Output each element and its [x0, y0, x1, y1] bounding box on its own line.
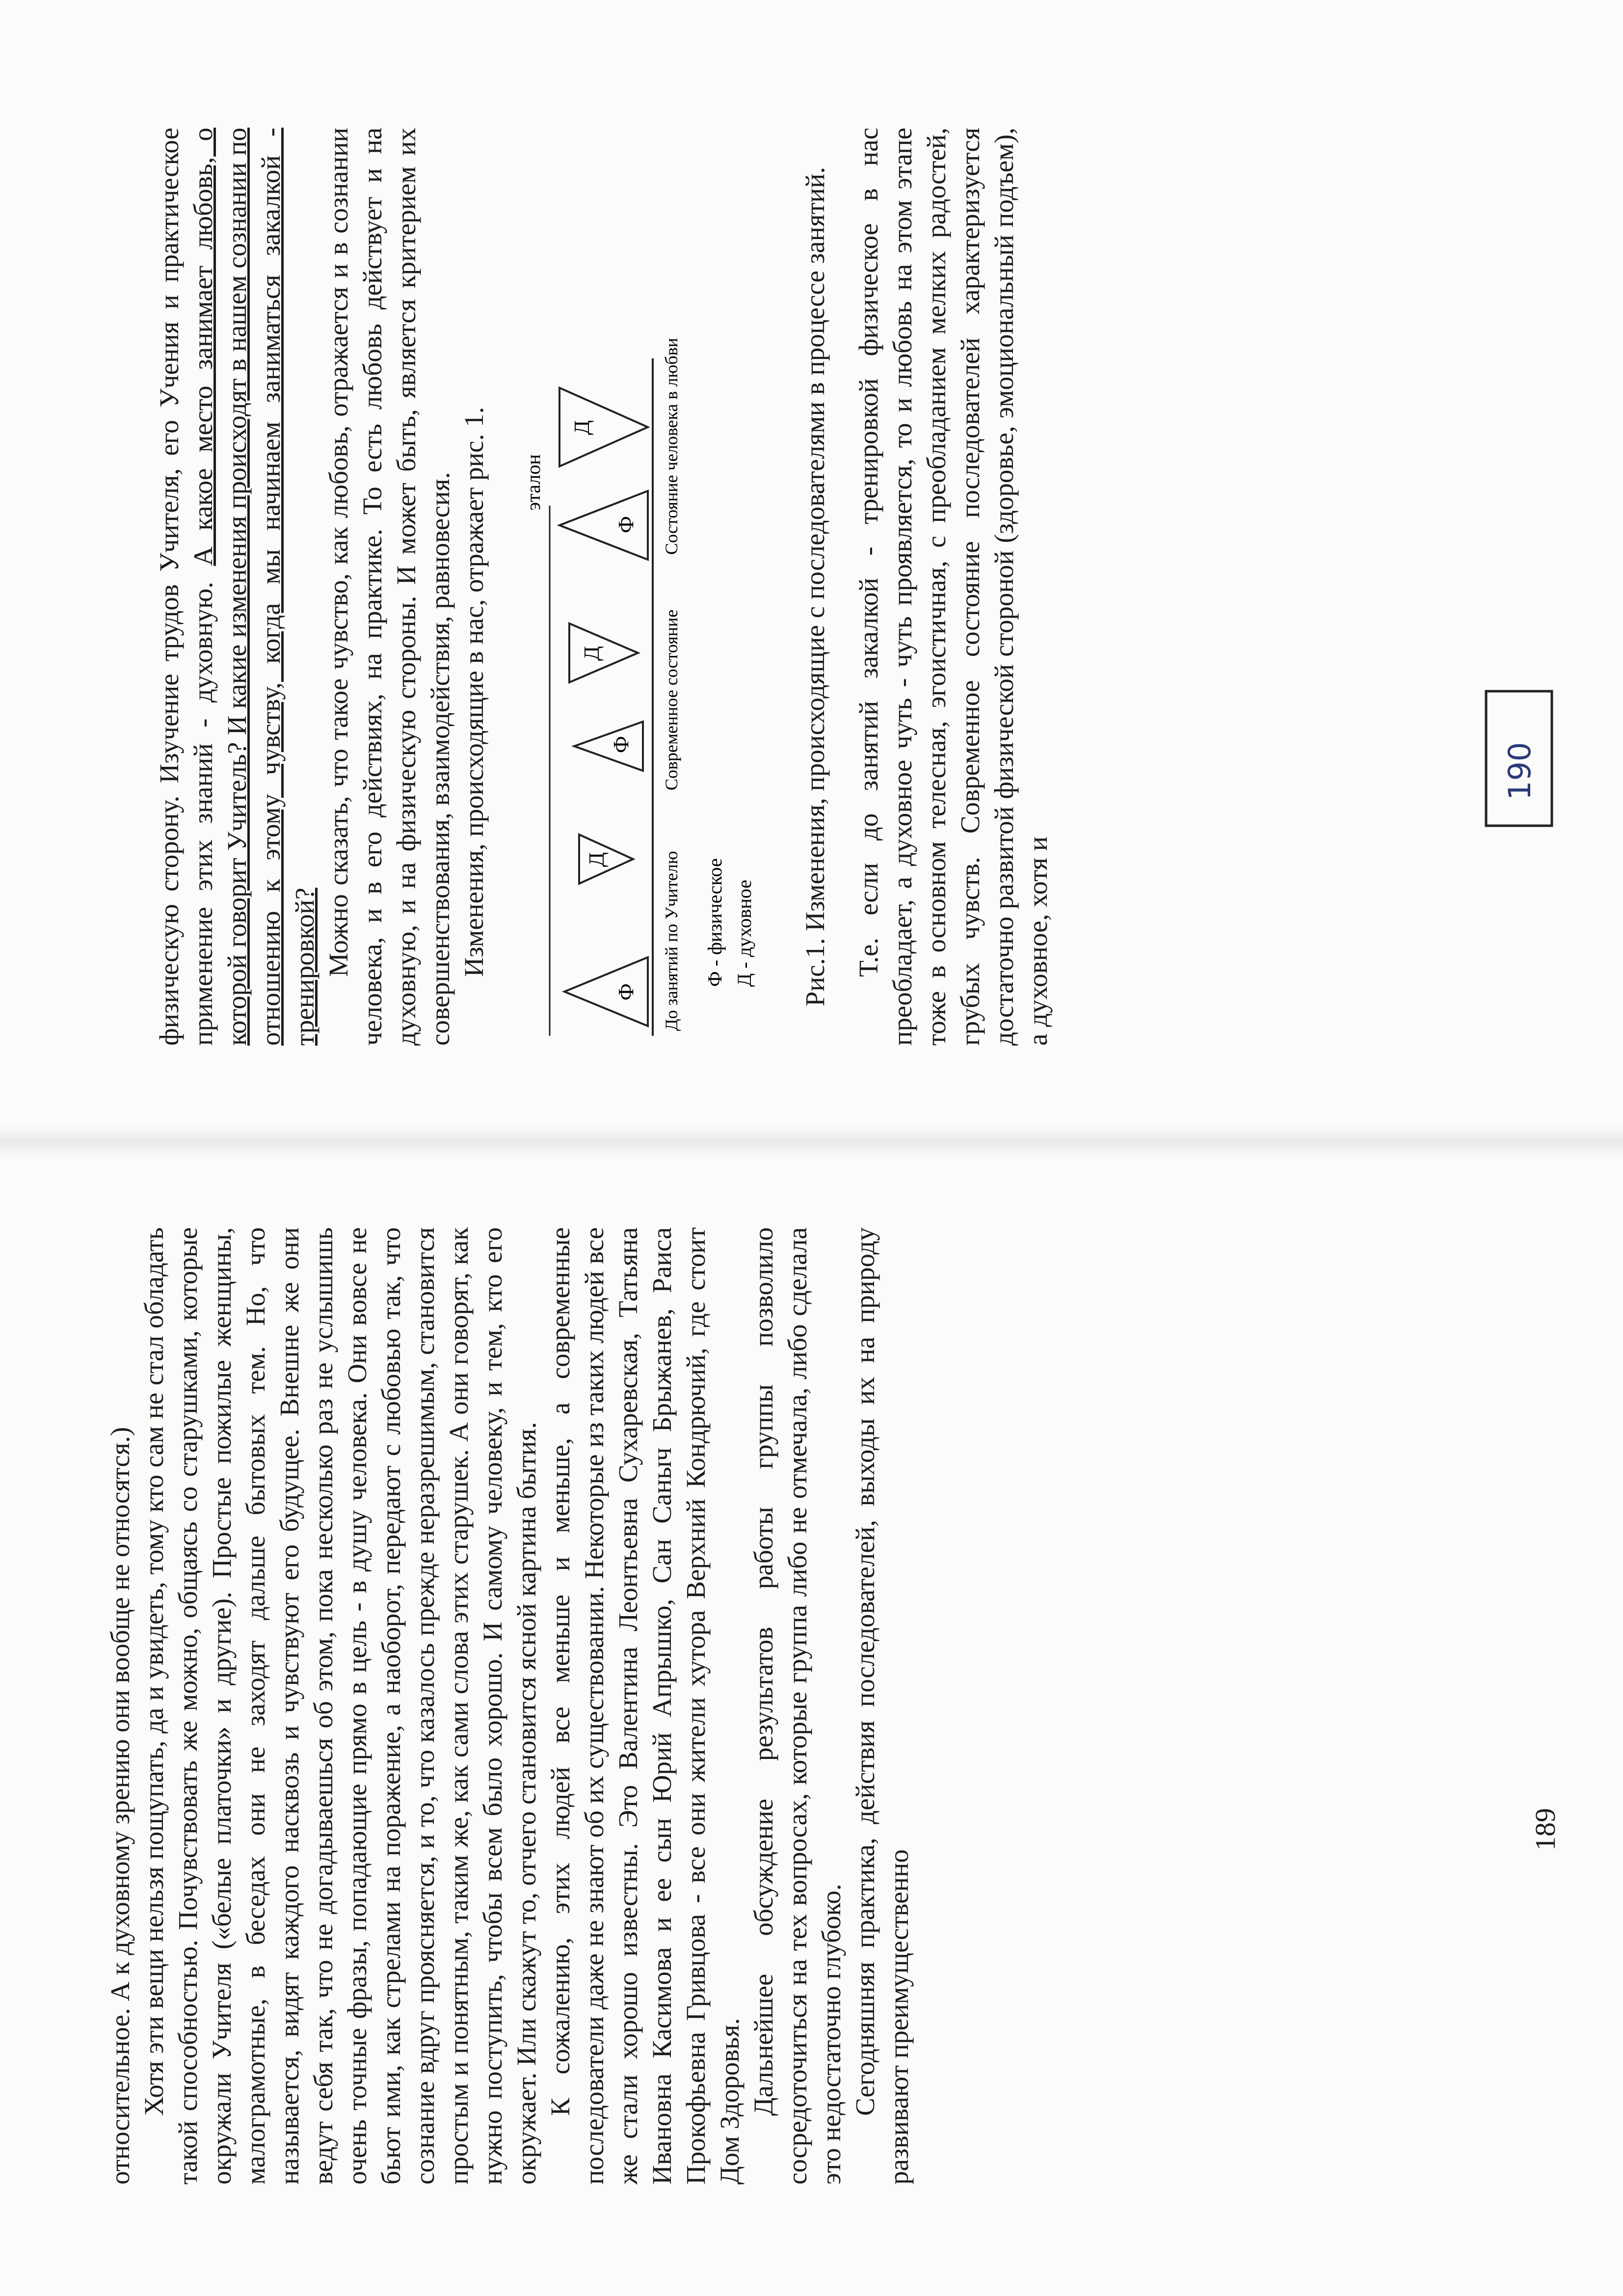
paragraph: Сегодняшняя практика, действия последователей, выходы их на природу развивают преимущественно — [850, 1227, 914, 2185]
letter-f: Ф — [609, 736, 633, 753]
legend-d: Д - духовное — [733, 880, 755, 987]
page-fold — [0, 1124, 1623, 1159]
label-love: Состояние человека в любви — [662, 338, 681, 555]
paragraph: К сожалению, этих людей все меньше и меньше, а современные последователи даже не знают об их существовании. Некоторые из таких людей все же стали хорошо известны. Это Валентина Леонтьевна Сухаревская, Татьяна Ивановна Касимова и ее сын Юрий Апрышко, Сан Саныч Брыжанев, Раиса Прокофьевна Гривцова - все они жители хутора Верхний Кондрючий, где стоит Дом Здоровья. — [545, 1227, 745, 2185]
paragraph: Можно сказать, что такое чувство, как любовь, отражается и в сознании человека, и в его действиях, на практике. То есть любовь действует и на духовную, и на физическую стороны. И может быть, является критерием их совершенствования, взаимодействия, равновесия. — [323, 128, 455, 1046]
page-number-stamp — [1482, 687, 1556, 830]
letter-d: Д — [580, 646, 604, 661]
page-190-text — [152, 128, 1379, 1046]
letter-d: Д — [585, 852, 609, 867]
paragraph: Дальнейшее обсуждение результатов работы группы позволило сосредоточиться на тех вопросах, которые группа либо не отмечала, либо сделала это недостаточно глубоко. — [748, 1227, 846, 2185]
figure-1 — [506, 128, 788, 1046]
letter-f: Ф — [614, 516, 638, 533]
underlined-question: А какое место занимает любовь, о которой говорит Учитель? И какие изменения происходят в нашем сознании по отношению к этому чувству, когда мы начинаем заниматься закалкой - тренировкой? — [188, 128, 319, 1046]
letter-d: Д — [570, 420, 594, 435]
paragraph: Т.е. если до занятий закалкой - тренировкой физическое в нас преобладает, а духовное чуть - чуть проявляется, то и любовь на этом этапе тоже в основном телесная, эгоистичная, с преобладанием мелких радостей, грубых чувств. Современное состояние последователей характеризуется достаточно развитой физической стороной (здоровье, эмоциональный подъем), а духовное, хотя и — [853, 128, 1053, 1046]
paragraph-text: физическую сторону. Изучение трудов Учителя, его Учения и практическое применение этих знаний - духовную. — [154, 128, 218, 1046]
page-189-text — [103, 1227, 914, 2185]
paragraph: Хотя эти вещи нельзя пощупать, да и увидеть, тому кто сам не стал обладать такой способностью. Почувствовать же можно, общаясь со старушками, которые окружали Учителя («белые платочки» и другие). Простые пожилые женщины, малограмотные, в беседах они не заходят дальше бытовых тем. Но, что называется, видят каждого насквозь и чувствуют его будущее. Внешне же они ведут себя так, что не догадываешься об этом, пока несколько раз не услышишь очень точные фразы, попадающие прямо в цель - в душу человека. Они вовсе не бьют ими, как стрелами на поражение, а наоборот, передают с любовью так, что сознание вдруг проясняется, и то, что казалось прежде неразрешимым, становится простым и понятным, таким же, как сами слова этих старушек. А они говорят, как нужно поступить, чтобы всем было хорошо. И самому человеку, и тем, кто его окружает. Или скажут то, отчего становится ясной картина бытия. — [139, 1227, 541, 2185]
figure-caption: Рис.1. Изменения, происходящие с последователями в процессе занятий. — [800, 166, 830, 1007]
ideal-label: эталон — [522, 454, 544, 511]
label-now: Современное состояние — [662, 609, 681, 790]
paragraph — [152, 128, 321, 1046]
paragraph: Изменения, происходящие в нас, отражает рис. 1. — [459, 406, 489, 977]
letter-f: Ф — [614, 983, 638, 1000]
page-number: 189 — [1529, 1808, 1561, 1851]
paragraph: относительное. А к духовному зрению они вообще не относятся.) — [105, 1427, 135, 2185]
spacer — [832, 128, 851, 1046]
handwritten-page-number: 190 — [1502, 742, 1538, 800]
figure-1-diagram — [506, 128, 780, 1046]
legend-f: Ф - физическое — [704, 858, 726, 987]
label-before: До занятий по Учителю — [662, 851, 681, 1031]
